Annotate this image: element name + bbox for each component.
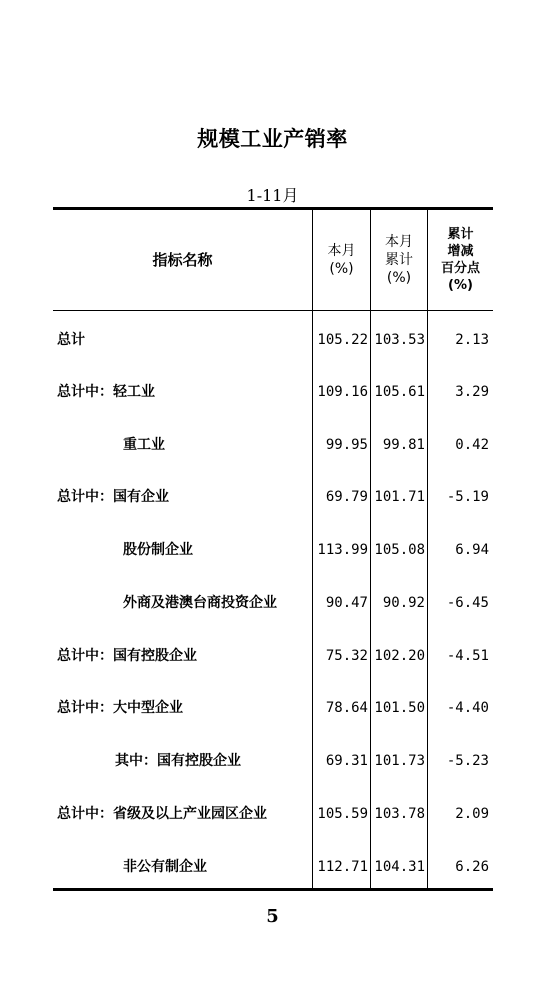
table-row: [53, 330, 493, 350]
row-month-value: 69.79: [325, 489, 368, 505]
row-label: 总计中：轻工业: [57, 384, 155, 400]
row-cumulative-value: 101.50: [374, 700, 425, 716]
row-cumulative-value: 90.92: [382, 595, 425, 611]
header-cumulative-line2: 累计: [385, 252, 413, 268]
row-change-value: 0.42: [455, 437, 489, 453]
header-change: [428, 210, 493, 310]
header-month-line1: 本月: [327, 243, 356, 259]
table-row: [53, 857, 493, 877]
row-label: 总计: [57, 332, 85, 348]
table-row: [53, 646, 493, 666]
row-cumulative-value: 102.20: [374, 648, 425, 664]
row-cumulative-value: 105.61: [374, 384, 425, 400]
row-change-value: 3.29: [455, 384, 489, 400]
row-label: 总计中：省级及以上产业园区企业: [57, 806, 267, 822]
table-row: [53, 698, 493, 718]
row-change-value: 2.13: [455, 332, 489, 348]
header-cumulative-line1: 本月: [385, 234, 413, 250]
row-label: 股份制企业: [123, 542, 193, 558]
row-month-value: 78.64: [325, 700, 368, 716]
period-label: 1-11月: [246, 186, 299, 205]
row-month-value: 105.22: [317, 332, 368, 348]
table-row: [53, 382, 493, 402]
table-row: [53, 435, 493, 455]
table-bottom-rule: [53, 888, 493, 891]
row-month-value: 90.47: [325, 595, 368, 611]
header-change-line2: 增减: [447, 244, 474, 259]
row-label: 总计中：国有控股企业: [57, 648, 197, 664]
row-label: 重工业: [123, 437, 165, 453]
row-change-value: -6.45: [446, 595, 489, 611]
header-month: [313, 210, 370, 310]
page-title: 规模工业产销率: [197, 127, 348, 151]
row-change-value: -5.23: [446, 753, 489, 769]
table-row: [53, 751, 493, 771]
header-indicator-name-text: 指标名称: [152, 251, 213, 269]
table-row: [53, 593, 493, 613]
header-change-line4: (%): [448, 278, 473, 293]
table-row: [53, 487, 493, 507]
row-label: 非公有制企业: [123, 859, 207, 875]
row-month-value: 69.31: [325, 753, 368, 769]
row-change-value: -5.19: [446, 489, 489, 505]
row-cumulative-value: 104.31: [374, 859, 425, 875]
page-number: 5: [266, 906, 279, 927]
row-cumulative-value: 101.73: [374, 753, 425, 769]
row-change-value: -4.40: [446, 700, 489, 716]
row-cumulative-value: 105.08: [374, 542, 425, 558]
row-month-value: 109.16: [317, 384, 368, 400]
row-cumulative-value: 103.78: [374, 806, 425, 822]
row-cumulative-value: 99.81: [382, 437, 425, 453]
row-change-value: 2.09: [455, 806, 489, 822]
row-label: 其中：国有控股企业: [115, 753, 241, 769]
row-label: 总计中：国有企业: [57, 489, 169, 505]
row-change-value: -4.51: [446, 648, 489, 664]
row-month-value: 99.95: [325, 437, 368, 453]
row-label: 外商及港澳台商投资企业: [123, 595, 277, 611]
table-row: [53, 540, 493, 560]
header-cumulative: [371, 210, 427, 310]
row-label: 总计中：大中型企业: [57, 700, 183, 716]
row-cumulative-value: 103.53: [374, 332, 425, 348]
header-cumulative-line3: (%): [386, 270, 412, 286]
header-indicator-name: [53, 210, 312, 310]
header-change-line3: 百分点: [440, 261, 480, 276]
row-month-value: 75.32: [325, 648, 368, 664]
row-cumulative-value: 101.71: [374, 489, 425, 505]
row-month-value: 113.99: [317, 542, 368, 558]
row-change-value: 6.26: [455, 859, 489, 875]
table-row: [53, 804, 493, 824]
row-month-value: 112.71: [317, 859, 368, 875]
row-month-value: 105.59: [317, 806, 368, 822]
row-change-value: 6.94: [455, 542, 489, 558]
header-month-line2: (%): [329, 261, 354, 277]
header-change-line1: 累计: [447, 227, 474, 242]
